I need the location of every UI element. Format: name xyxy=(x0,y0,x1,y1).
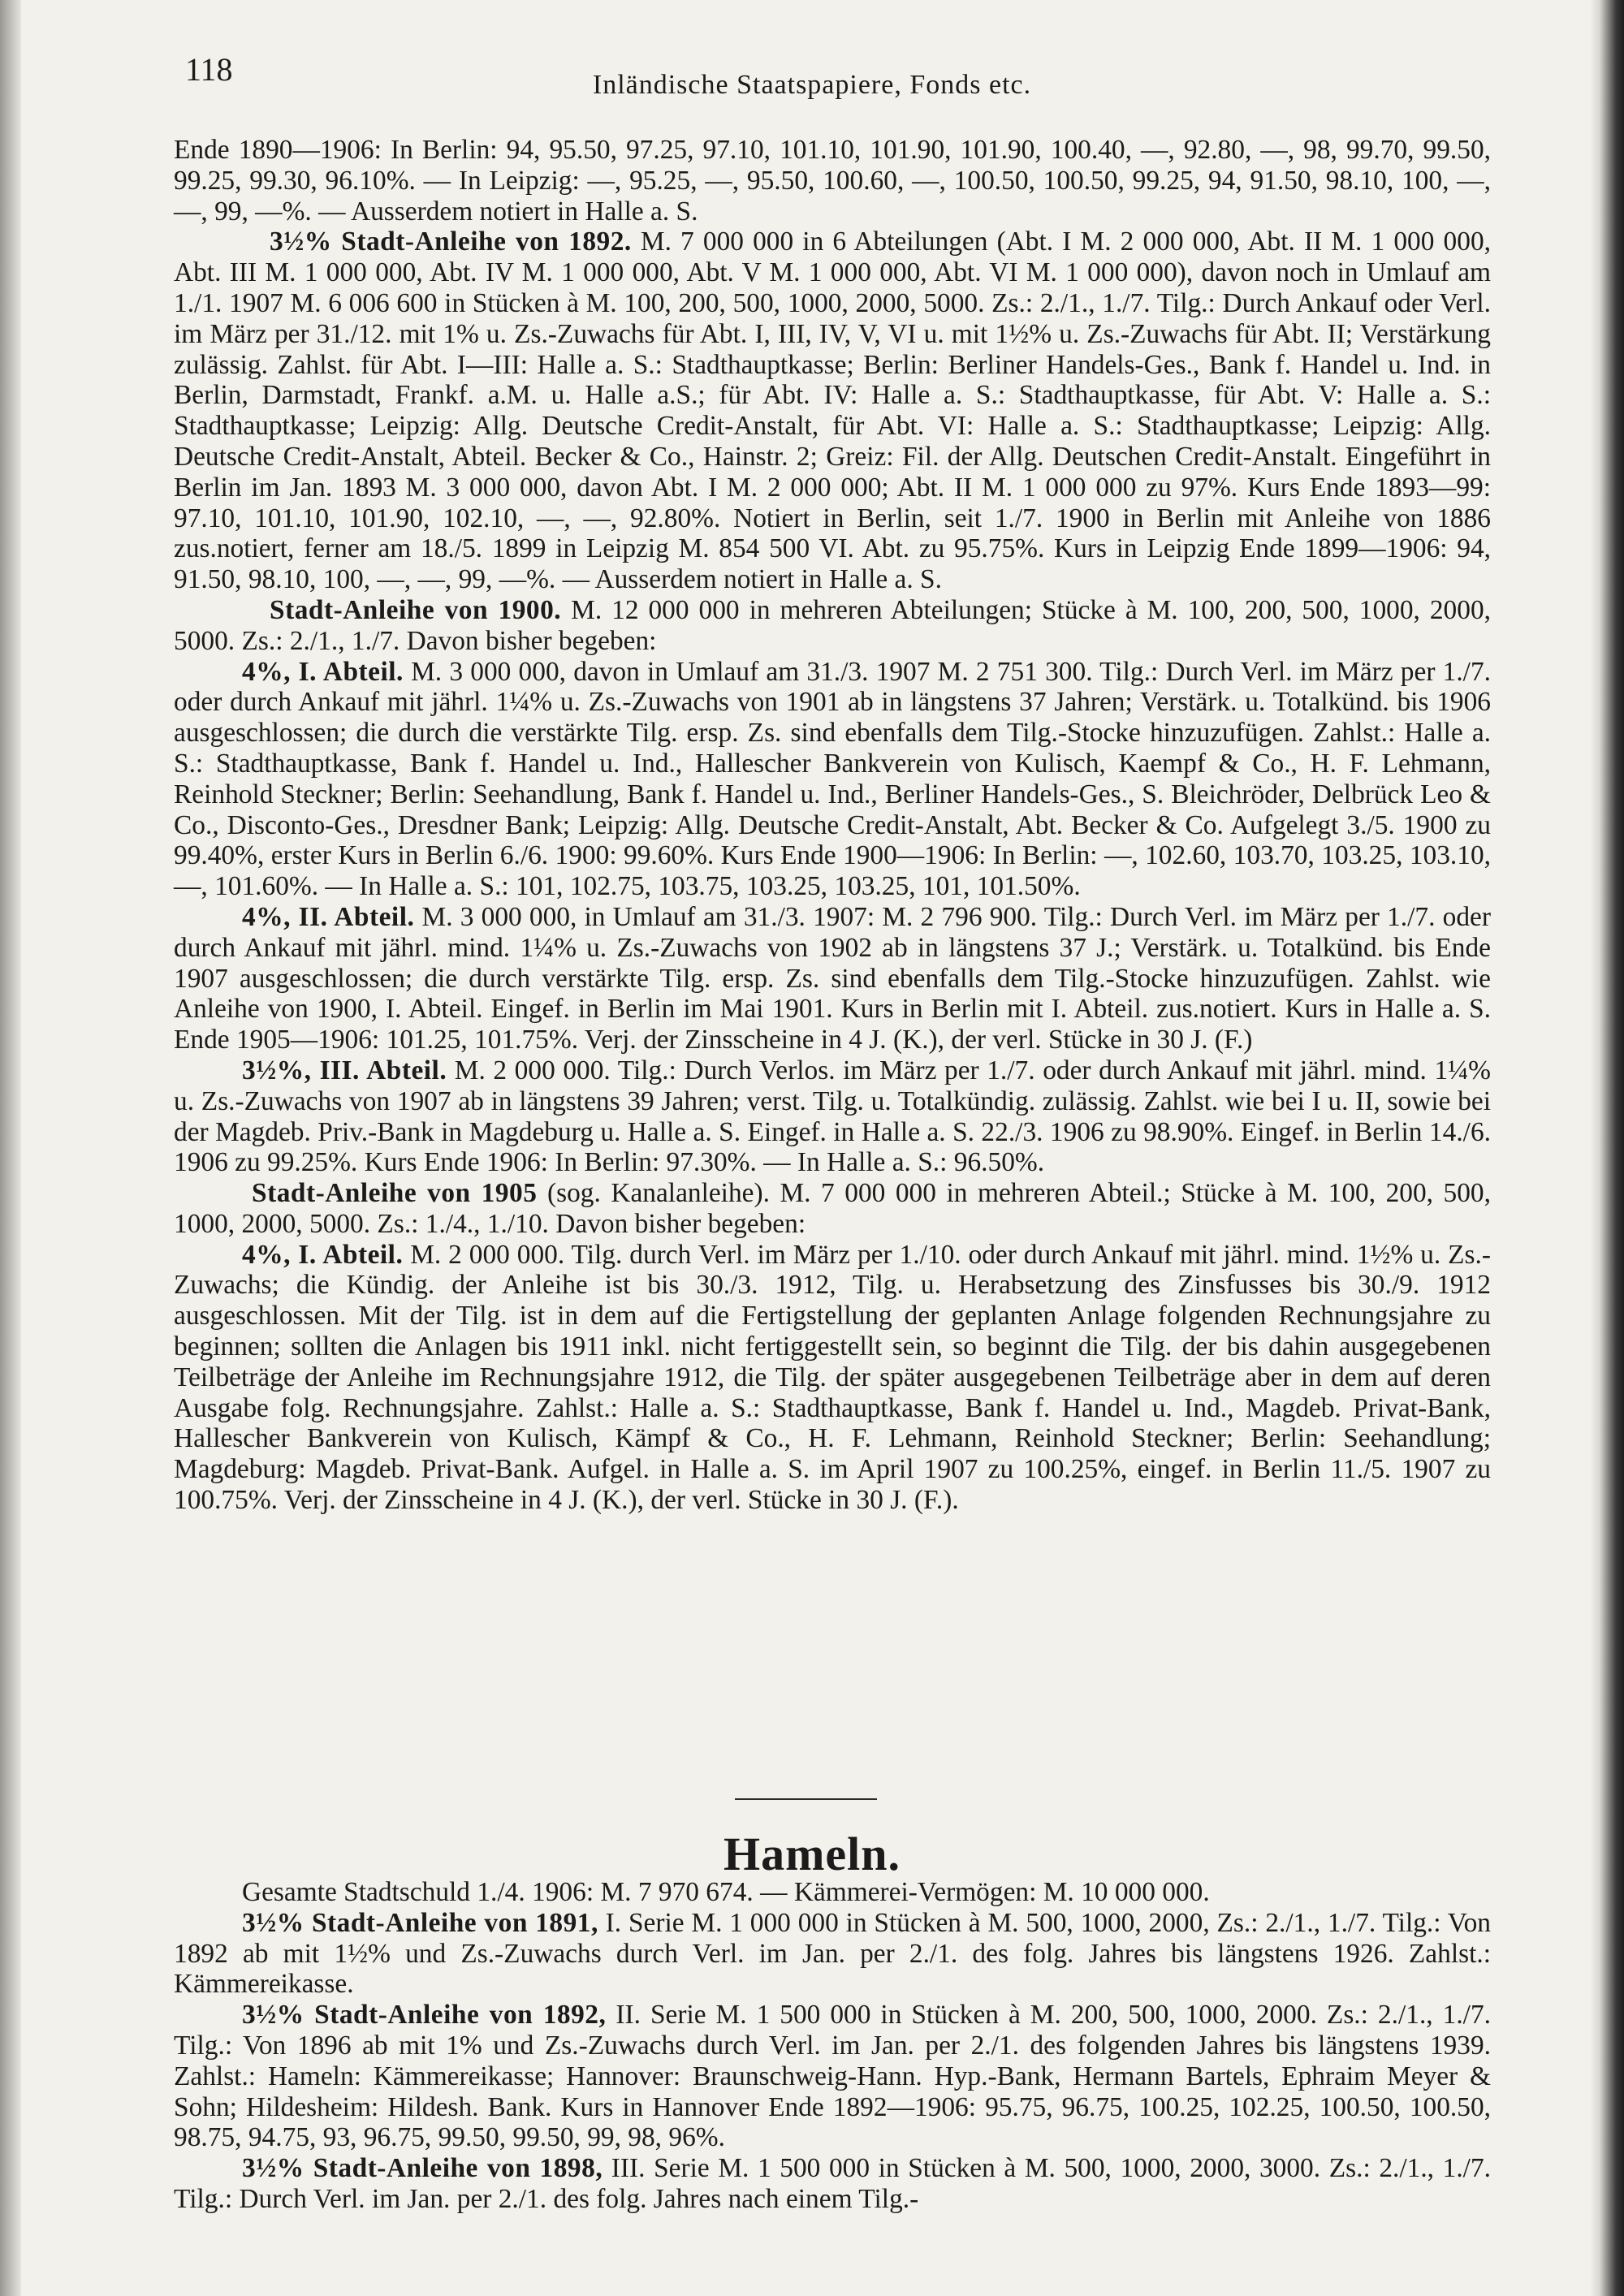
hameln-anleihe-1898-heading: 3½% Stadt-Anleihe von 1898, xyxy=(242,2153,603,2184)
anleihe-1905-abteil-1-text: M. 2 000 000. Tilg. durch Verl. im März per 1./10. oder durch Ankauf mit jährl. mind. 1½% u. Zs.-Zuwachs; die Kündig. der Anleihe ist bis 30./3. 1912, Tilg. u. Herabsetzung des Zinsfusses bis 30./9. 1912 ausgeschlossen. Mit der Tilg. ist in dem auf die Fertigstellung der geplanten Anlage folgenden Rechnungsjahre zu beginnen; sollten die Anlagen bis 1911 inkl. nicht fertiggestellt sein, so beginnt die Tilg. der bis dahin ausgegebenen Teilbeträge der Anleihe im Rechnungsjahre 1912, die Tilg. der später ausgegebenen Teilbeträge aber in dem auf deren Ausgabe folg. Rechnungsjahre. Zahlst.: Halle a. S.: Stadthauptkasse, Bank f. Handel u. Ind., Magdeb. Privat-Bank, Hallescher Bankverein von Kulisch, Kämpf & Co., H. F. Lehmann, Reinhold Steckner; Berlin: Seehandlung; Magdeburg: Magdeb. Privat-Bank. Aufgel. in Halle a. S. im April 1907 zu 100.25%, eingef. in Berlin 11./5. 1907 zu 100.75%. Verj. der Zinsscheine in 4 J. (K.), der verl. Stücke in 30 J. (F.). xyxy=(174,1239,1491,1516)
running-title: Inländische Staatspapiere, Fonds etc. xyxy=(592,70,1032,100)
abteil-1-heading: 4%, I. Abteil. xyxy=(242,656,404,687)
abteil-2-paragraph xyxy=(174,902,1491,1055)
anleihe-1892-text: M. 7 000 000 in 6 Abteilungen (Abt. I M. 2 000 000, Abt. II M. 1 000 000, Abt. III M. 1 000 000, Abt. IV M. 1 000 000, Abt. V M. 1 000 000, Abt. VI M. 1 000 000), davon noch in Umlauf am 1./1. 1907 M. 6 006 600 in Stücken à M. 100, 200, 500, 1000, 2000, 5000. Zs.: 2./1., 1./7. Tilg.: Durch Ankauf oder Verl. im März per 31./12. mit 1% u. Zs.-Zuwachs für Abt. I, III, IV, V, VI u. mit 1½% u. Zs.-Zuwachs für Abt. II; Verstärkung zulässig. Zahlst. für Abt. I—III: Halle a. S.: Stadthauptkasse; Berlin: Berliner Handels-Ges., Bank f. Handel u. Ind. in Berlin, Darmstadt, Frankf. a.M. u. Halle a.S.; für Abt. IV: Halle a. S.: Stadthauptkasse, für Abt. V: Halle a. S.: Stadthauptkasse; Leipzig: Allg. Deutsche Credit-Anstalt, für Abt. VI: Halle a. S.: Stadthauptkasse; Leipzig: Allg. Deutsche Credit-Anstalt, Abteil. Becker & Co., Hainstr. 2; Greiz: Fil. der Allg. Deutschen Credit-Anstalt. Eingeführt in Berlin im Jan. 1893 M. 3 000 000, davon Abt. I M. 2 000 000; Abt. II M. 1 000 000 zu 97%. Kurs Ende 1893—99: 97.10, 101.10, 101.90, 102.10, —, —, 92.80%. Notiert in Berlin, seit 1./7. 1900 in Berlin mit Anleihe von 1886 zus.notiert, ferner am 18./5. 1899 in Leipzig M. 854 500 VI. Abt. zu 95.75%. Kurs in Leipzig Ende 1899—1906: 94, 91.50, 98.10, 100, —, —, 99, —%. — Ausserdem notiert in Halle a. S. xyxy=(174,227,1491,595)
anleihe-1900-heading: Stadt-Anleihe von 1900. xyxy=(270,594,562,625)
top-section-text xyxy=(174,135,1491,1516)
page-edge-shadow xyxy=(1590,0,1624,2296)
abteil-2-heading: 4%, II. Abteil. xyxy=(242,901,415,932)
anleihe-1905-text: (sog. Kanalanleihe). M. 7 000 000 in mehreren Abteil.; Stücke à M. 100, 200, 500, 1000, 2000, 5000. Zs.: 1./4., 1./10. Davon bisher begeben: xyxy=(174,1178,1491,1239)
hameln-anleihe-1891-text: I. Serie M. 1 000 000 in Stücken à M. 500, 1000, 2000, Zs.: 2./1., 1./7. Tilg.: Von 1892 ab mit 1½% und Zs.-Zuwachs durch Verl. im Jan. per 2./1. des folg. Jahres bis längstens 1926. Zahlst.: Kämmereikasse. xyxy=(174,1907,1491,2000)
abteil-1-text: M. 3 000 000, davon in Umlauf am 31./3. 1907 M. 2 751 300. Tilg.: Durch Verl. im März per 1./7. oder durch Ankauf mit jährl. 1¼% u. Zs.-Zuwachs von 1901 ab in längstens 37 Jahren; Verstärk. u. Totalkünd. bis 1906 ausgeschlossen; die durch die verstärkte Tilg. ersp. Zs. sind ebenfalls dem Tilg.-Stocke hinzuzufügen. Zahlst.: Halle a. S.: Stadthauptkasse, Bank f. Handel u. Ind., Hallescher Bankverein von Kulisch, Kaempf & Co., H. F. Lehmann, Reinhold Steckner; Berlin: Seehandlung, Bank f. Handel u. Ind., Berliner Handels-Ges., S. Bleichröder, Delbrück Leo & Co., Disconto-Ges., Dresdner Bank; Leipzig: Allg. Deutsche Credit-Anstalt, Abt. Becker & Co. Aufgelegt 3./5. 1900 zu 99.40%, erster Kurs in Berlin 6./6. 1900: 99.60%. Kurs Ende 1900—1906: In Berlin: —, 102.60, 103.70, 103.25, 103.10, —, 101.60%. — In Halle a. S.: 101, 102.75, 103.75, 103.25, 103.25, 101, 101.50%. xyxy=(174,656,1492,902)
page-binding-shadow xyxy=(0,0,21,2296)
abteil-3-paragraph xyxy=(174,1055,1491,1178)
anleihe-1892-heading: 3½% Stadt-Anleihe von 1892. xyxy=(270,227,632,257)
hameln-anleihe-1891-paragraph xyxy=(174,1908,1491,2000)
hameln-anleihe-1898-text: III. Serie M. 1 500 000 in Stücken à M. 500, 1000, 2000, 3000. Zs.: 2./1., 1./7. Tilg.: Durch Verl. im Jan. per 2./1. des folg. Jahres nach einem Tilg.- xyxy=(174,2153,1492,2214)
anleihe-1900-text: M. 12 000 000 in mehreren Abteilungen; Stücke à M. 100, 200, 500, 1000, 2000, 5000. Zs.: 2./1., 1./7. Davon bisher begeben: xyxy=(174,594,1491,656)
hameln-anleihe-1892-text: II. Serie M. 1 500 000 in Stücken à M. 200, 500, 1000, 2000. Zs.: 2./1., 1./7. Tilg.: Von 1896 ab mit 1% und Zs.-Zuwachs durch Verl. im Jan. per 2./1. des folgenden Jahres bis längstens 1939. Zahlst.: Hameln: Kämmereikasse; Hannover: Braunschweig-Hann. Hyp.-Bank, Hermann Bartels, Ephraim Meyer & Sohn; Hildesheim: Hildesh. Bank. Kurs in Hannover Ende 1892—1906: 95.75, 96.75, 100.25, 102.25, 100.50, 100.50, 98.75, 94.75, 93, 96.75, 99.50, 99.50, 99, 98, 96%. xyxy=(174,2000,1492,2153)
anleihe-1905-abteil-1-heading: 4%, I. Abteil. xyxy=(242,1239,404,1270)
anleihe-1892-paragraph xyxy=(174,227,1491,595)
kurs-paragraph: Ende 1890—1906: In Berlin: 94, 95.50, 97.25, 97.10, 101.10, 101.90, 101.90, 100.40, —, 92.80, —, 98, 99.70, 99.50, 99.25, 99.30, 96.10%. — In Leipzig: —, 95.25, —, 95.50, 100.60, —, 100.50, 100.50, 99.25, 94, 91.50, 98.10, 100, —, —, 99, —%. — Ausserdem notiert in Halle a. S. xyxy=(174,135,1491,227)
anleihe-1905-paragraph xyxy=(174,1178,1491,1240)
page-number: 118 xyxy=(185,51,233,88)
hameln-anleihe-1891-heading: 3½% Stadt-Anleihe von 1891, xyxy=(242,1907,598,1938)
city-heading-hameln: Hameln. xyxy=(723,1828,901,1880)
hameln-anleihe-1892-heading: 3½% Stadt-Anleihe von 1892, xyxy=(242,2000,607,2031)
abteil-3-text: M. 2 000 000. Tilg.: Durch Verlos. im März per 1./7. oder durch Ankauf mit jährl. mind. 1¼% u. Zs.-Zuwachs von 1907 ab in längstens 39 Jahren; verst. Tilg. u. Totalkündig. zulässig. Zahlst. wie bei I u. II, sowie bei der Magdeb. Priv.-Bank in Magdeburg u. Halle a. S. Eingef. in Halle a. S. 22./3. 1906 zu 98.90%. Eingef. in Berlin 14./6. 1906 zu 99.25%. Kurs Ende 1906: In Berlin: 97.30%. — In Halle a. S.: 96.50%. xyxy=(174,1055,1491,1178)
hameln-anleihe-1898-paragraph xyxy=(174,2153,1491,2215)
hameln-stadtschuld-paragraph: Gesamte Stadtschuld 1./4. 1906: M. 7 970 674. — Kämmerei-Vermögen: M. 10 000 000. xyxy=(242,1877,1210,1907)
hameln-section-text xyxy=(174,1877,1491,2215)
anleihe-1900-paragraph xyxy=(174,595,1491,657)
section-divider xyxy=(735,1798,877,1800)
abteil-1-paragraph xyxy=(174,657,1491,902)
abteil-3-heading: 3½%, III. Abteil. xyxy=(242,1055,447,1085)
abteil-2-text: M. 3 000 000, in Umlauf am 31./3. 1907: M. 2 796 900. Tilg.: Durch Verl. im März per 1./7. oder durch Ankauf mit jährl. mind. 1¼% u. Zs.-Zuwachs von 1902 ab in längstens 37 J.; Verstärk. u. Totalkünd. bis Ende 1907 ausgeschlossen; die durch verstärkte Tilg. ersp. Zs. sind ebenfalls dem Tilg.-Stocke hinzuzufügen. Zahlst. wie Anleihe von 1900, I. Abteil. Eingef. in Berlin im Mai 1901. Kurs in Berlin mit I. Abteil. zus.notiert. Kurs in Halle a. S. Ende 1905—1906: 101.25, 101.75%. Verj. der Zinsscheine in 4 J. (K.), der verl. Stücke in 30 J. (F.) xyxy=(174,901,1491,1055)
anleihe-1905-abteil-1-paragraph xyxy=(174,1240,1491,1516)
anleihe-1905-heading: Stadt-Anleihe von 1905 xyxy=(252,1178,538,1209)
hameln-anleihe-1892-paragraph xyxy=(174,2000,1491,2153)
